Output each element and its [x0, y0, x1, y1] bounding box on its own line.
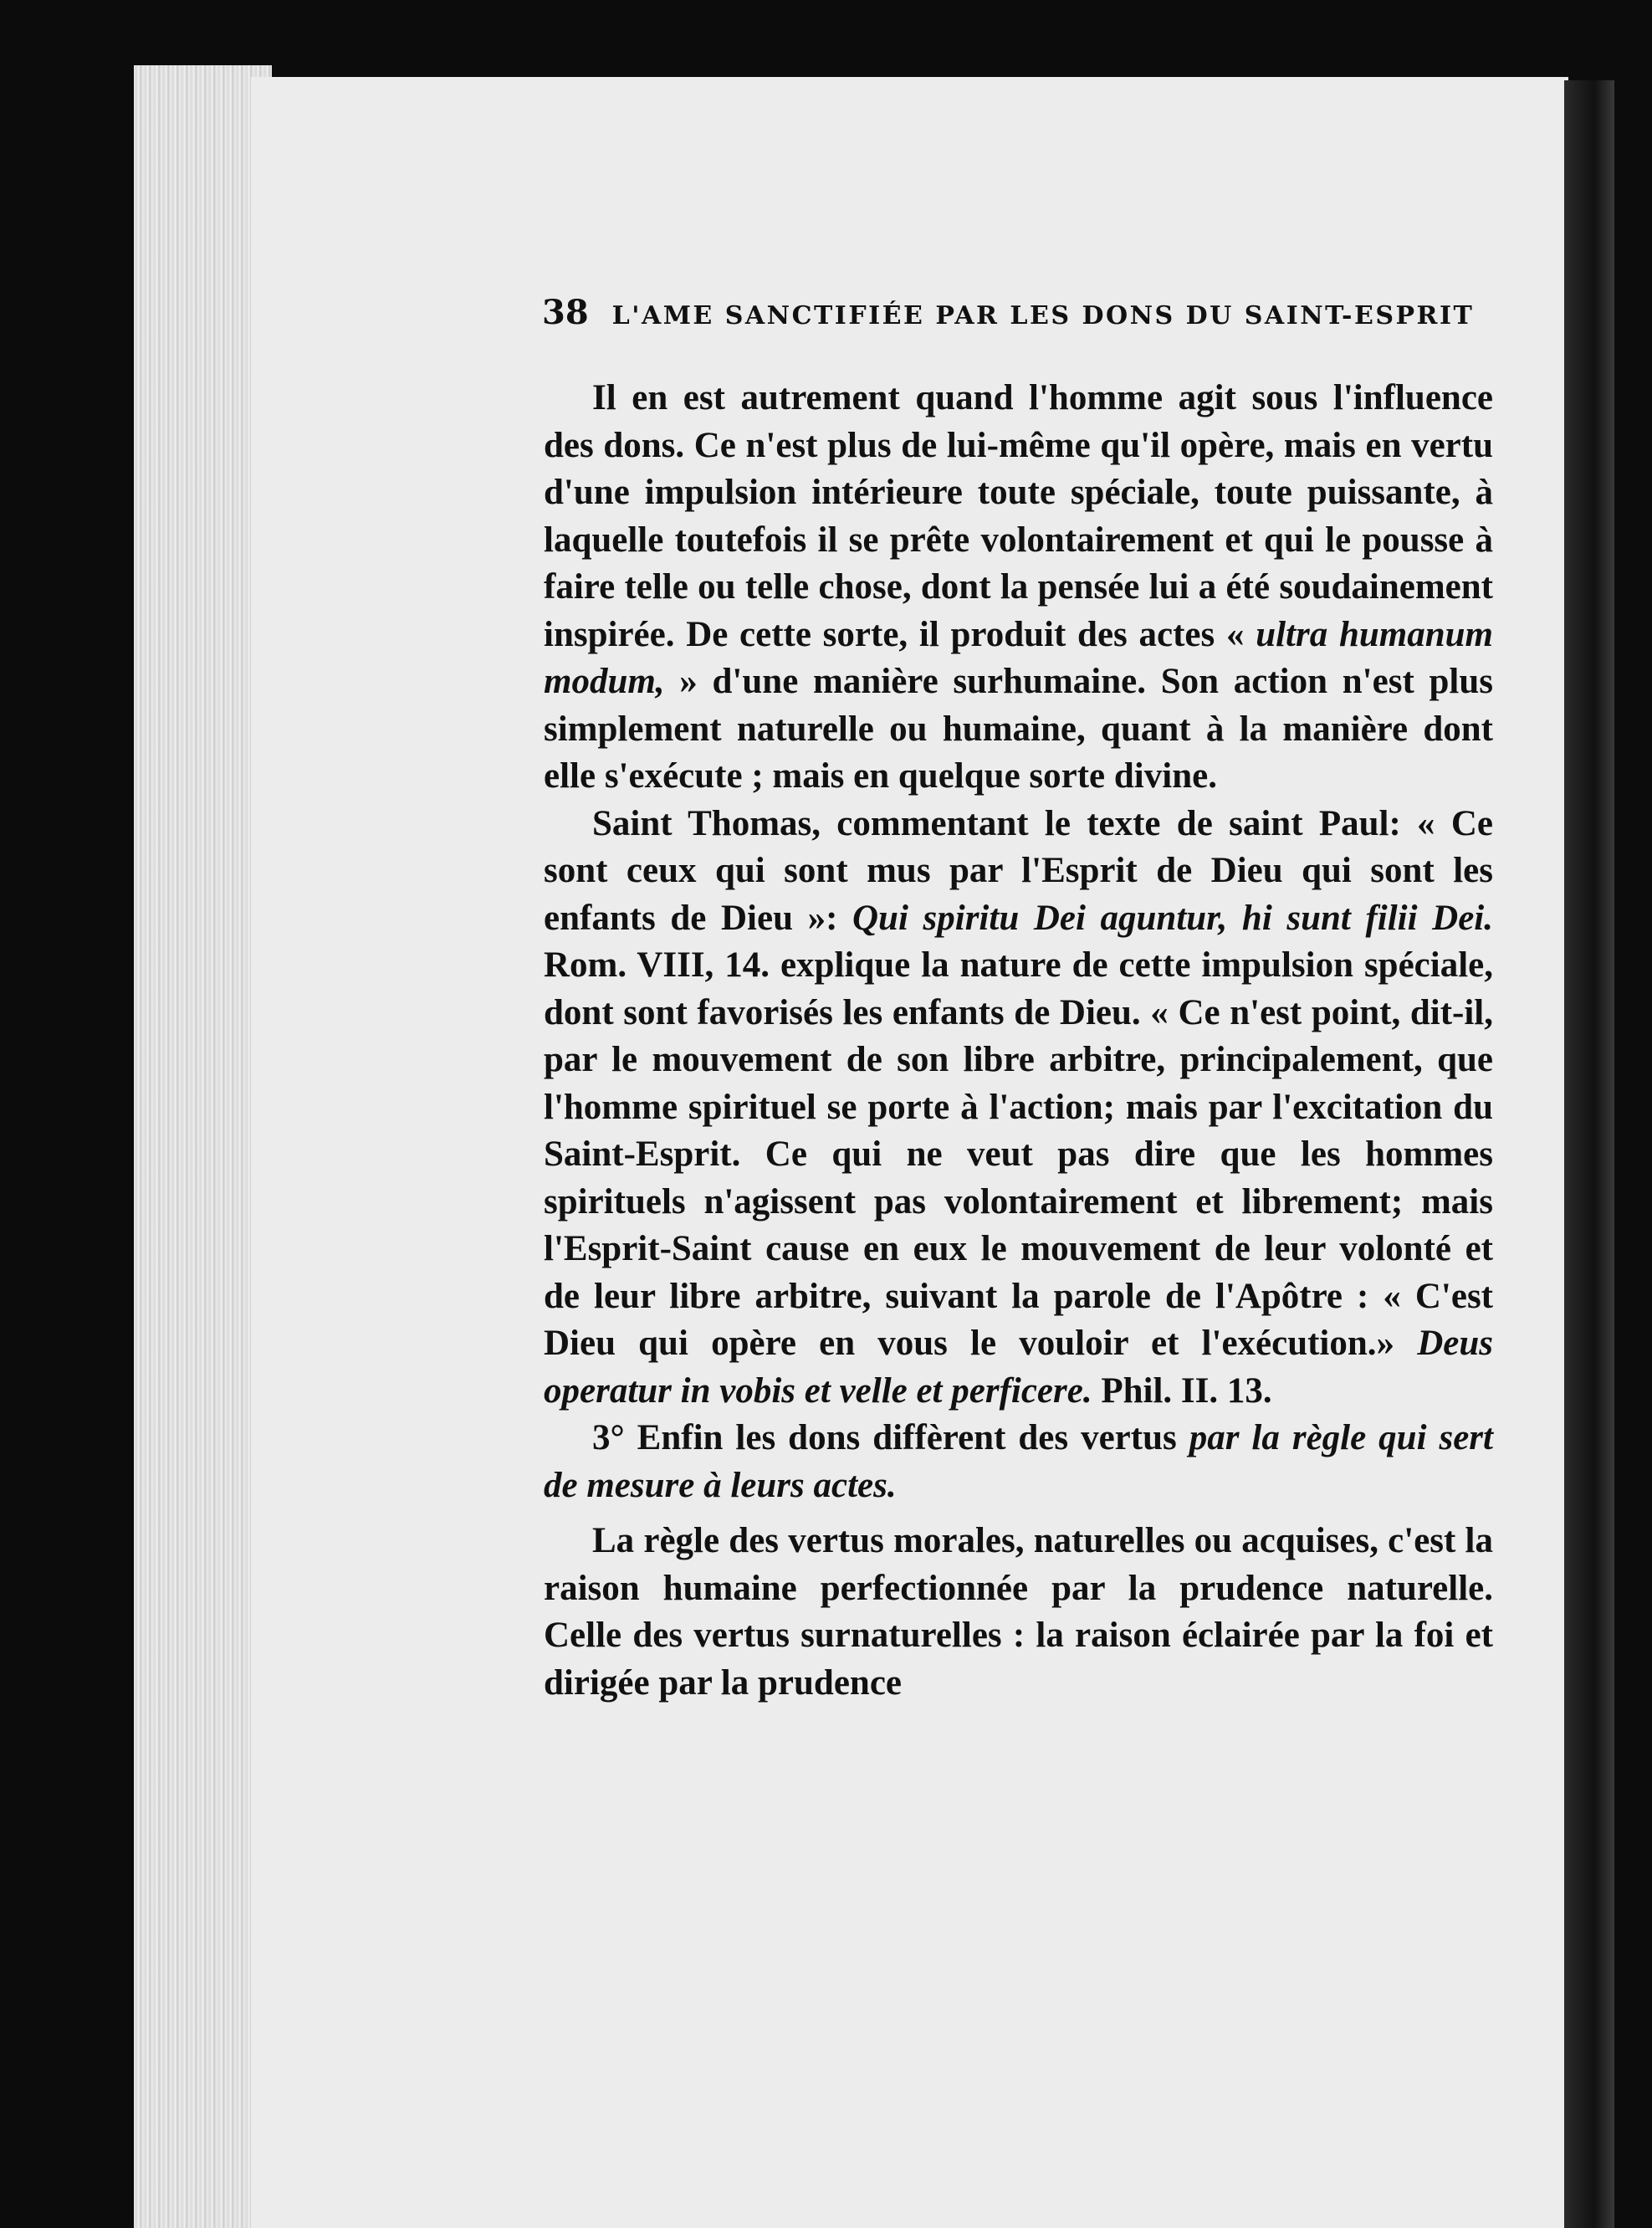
text-segment: Il en est autrement quand l'homme agit sous l'influence des dons. Ce n'est plus de lui-même qu'il opère, mais en vertu d'une impulsion intérieure toute spéciale, toute puissante, à laquelle toutefois il se prête volontairement et qui le pousse à faire telle ou telle chose, dont la pensée lui a été soudainement inspirée. De cette sorte, il produit des actes «	[544, 378, 1493, 654]
italic-phrase: par la règle qui sert de mesure à leurs actes.	[544, 1418, 1493, 1505]
running-title: L'AME SANCTIFIÉE PAR LES DONS DU SAINT-ESPRIT	[611, 301, 1475, 330]
paragraph	[544, 1415, 1493, 1509]
page-number: 38	[542, 293, 589, 332]
book-spine	[1564, 80, 1614, 2228]
paragraph	[544, 375, 1493, 801]
text-segment: 3° Enfin les dons diffèrent des vertus	[592, 1418, 1189, 1457]
paragraph	[544, 1518, 1493, 1707]
latin-quote: Deus operatur in vobis et velle et perficere.	[544, 1324, 1493, 1411]
latin-quote: ultra humanum modum,	[544, 614, 1494, 701]
paragraph	[544, 801, 1493, 1416]
latin-quote: Qui spiritu Dei aguntur, hi sunt filii Dei.	[852, 898, 1494, 938]
text-segment: Saint Thomas, commentant le texte de saint Paul: « Ce sont ceux qui sont mus par l'Esprit de Dieu qui sont les enfants de Dieu »:	[544, 803, 1493, 938]
text-segment: Rom. VIII, 14. explique la nature de cette impulsion spéciale, dont sont favorisés les enfants de Dieu. « Ce n'est point, dit-il, par le mouvement de son libre arbitre, principalement, que l'homme spirituel se porte à l'action; mais par l'excitation du Saint-Esprit. Ce qui ne veut pas dire que les hommes spirituels n'agissent pas volontairement et librement; mais l'Esprit-Saint cause en eux le mouvement de leur volonté et de leur libre arbitre, suivant la parole de l'Apôtre : « C'est Dieu qui opère en vous le vouloir et l'exécution.»	[544, 945, 1493, 1363]
text-segment: La règle des vertus morales, naturelles ou acquises, c'est la raison humaine perfectionnée par la prudence naturelle. Celle des vertus surnaturelles : la raison éclairée par la foi et dirigée par la prudence	[544, 1521, 1493, 1703]
running-header	[542, 293, 1487, 335]
text-segment: » d'une manière surhumaine. Son action n'est plus simplement naturelle ou humaine, quant à la manière dont elle s'exécute ; mais en quelque sorte divine.	[544, 662, 1493, 796]
text-segment: Phil. II. 13.	[1092, 1370, 1272, 1411]
body-text	[544, 375, 1493, 1707]
